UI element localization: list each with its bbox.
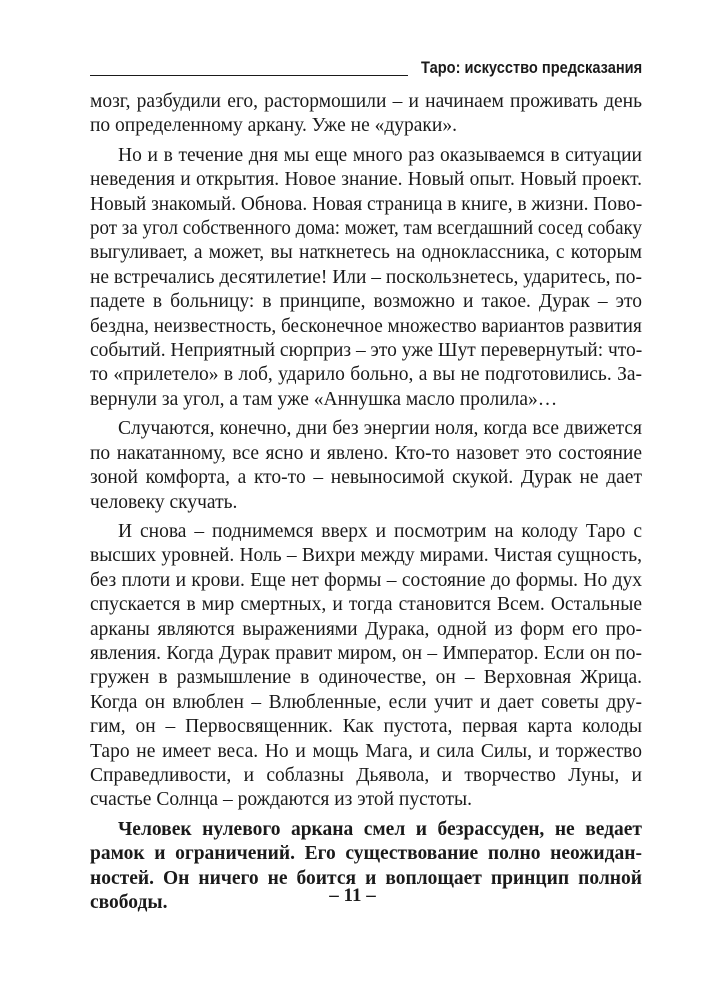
text-line: выгуливает, а может, вы наткнетесь на одноклассника, с которым [90, 242, 642, 264]
paragraph [90, 144, 642, 412]
header-rule [90, 75, 408, 76]
text-line: вернули за угол, а там уже «Аннушка масло пролила»… [90, 388, 558, 410]
text-line: счастье Солнца – рождаются из этой пустоты. [90, 789, 473, 811]
text-line: без плоти и крови. Еще нет формы – состояние до формы. Но дух [90, 569, 642, 591]
text-line: по определенному аркану. Уже не «дураки». [90, 115, 457, 137]
text-line: мозг, разбудили его, растормошили – и начинаем проживать день [90, 91, 642, 112]
text-line: арканы являются выражениями Дурака, одной из форм его про- [90, 618, 642, 640]
text-line: Когда он влюблен – Влюбленные, если учит и дает советы дру- [90, 691, 642, 713]
text-line: падете в больницу: в принципе, возможно и такое. Дурак – это [90, 291, 642, 313]
running-header [90, 58, 642, 80]
paragraph [90, 417, 642, 515]
text-line: по накатанному, все ясно и явлено. Кто-то назовет это состояние [90, 442, 642, 464]
text-line: явления. Когда Дурак правит миром, он – Император. Если он по- [90, 642, 642, 664]
text-line: Таро не имеет веса. Но и мощь Мага, и сила Силы, и торжество [90, 740, 642, 762]
page-number: – 11 – [329, 885, 376, 906]
paragraph [90, 90, 642, 139]
text-line: Новый знакомый. Обнова. Новая страница в книге, в жизни. Пово- [90, 193, 643, 215]
page-body [90, 90, 642, 920]
text-line: то «прилетело» в лоб, ударило больно, а вы не подготовились. За- [90, 364, 642, 386]
text-line: не встречались десятилетие! Или – поскользнетесь, ударитесь, по- [90, 266, 642, 288]
paragraph [90, 520, 642, 813]
text-line: гружен в размышление в одиночестве, он – Верховная Жрица. [90, 667, 642, 689]
text-line: ностей. Он ничего не боится и воплощает принцип полной [90, 867, 642, 889]
text-line: высших уровней. Ноль – Вихри между мирами. Чистая сущность, [90, 545, 642, 567]
text-line: рот за угол собственного дома: может, там всегдашний сосед собаку [90, 218, 642, 240]
text-line: гим, он – Первосвященник. Как пустота, первая карта колоды [90, 716, 642, 738]
text-line: бездна, неизвестность, бесконечное множество вариантов развития [90, 315, 642, 337]
text-line: Справедливости, и соблазны Дьявола, и творчество Луны, и [90, 764, 642, 786]
text-line: спускается в мир смертных, и тогда становится Всем. Остальные [90, 594, 642, 616]
text-line: Но и в течение дня мы еще много раз оказываемся в ситуации [118, 144, 642, 166]
text-line: рамок и ограничений. Его существование полно неожидан- [90, 843, 642, 865]
text-line: свободы. [90, 892, 168, 913]
text-line: Случаются, конечно, дни без энергии ноля, когда все движется [118, 418, 642, 440]
text-line: Человек нулевого аркана смел и безрассуден, не ведает [118, 818, 642, 840]
book-title: Таро: искусство предсказания [420, 58, 642, 77]
text-line: зоной комфорта, а кто-то – невыносимой скукой. Дурак не дает [90, 467, 642, 489]
text-line: И снова – поднимемся вверх и посмотрим на колоду Таро с [118, 520, 642, 542]
text-line: человеку скучать. [90, 491, 238, 513]
text-line: неведения и открытия. Новое знание. Новый опыт. Новый проект. [90, 169, 642, 191]
text-line: событий. Неприятный сюрприз – это уже Шут перевернутый: что- [90, 340, 643, 362]
